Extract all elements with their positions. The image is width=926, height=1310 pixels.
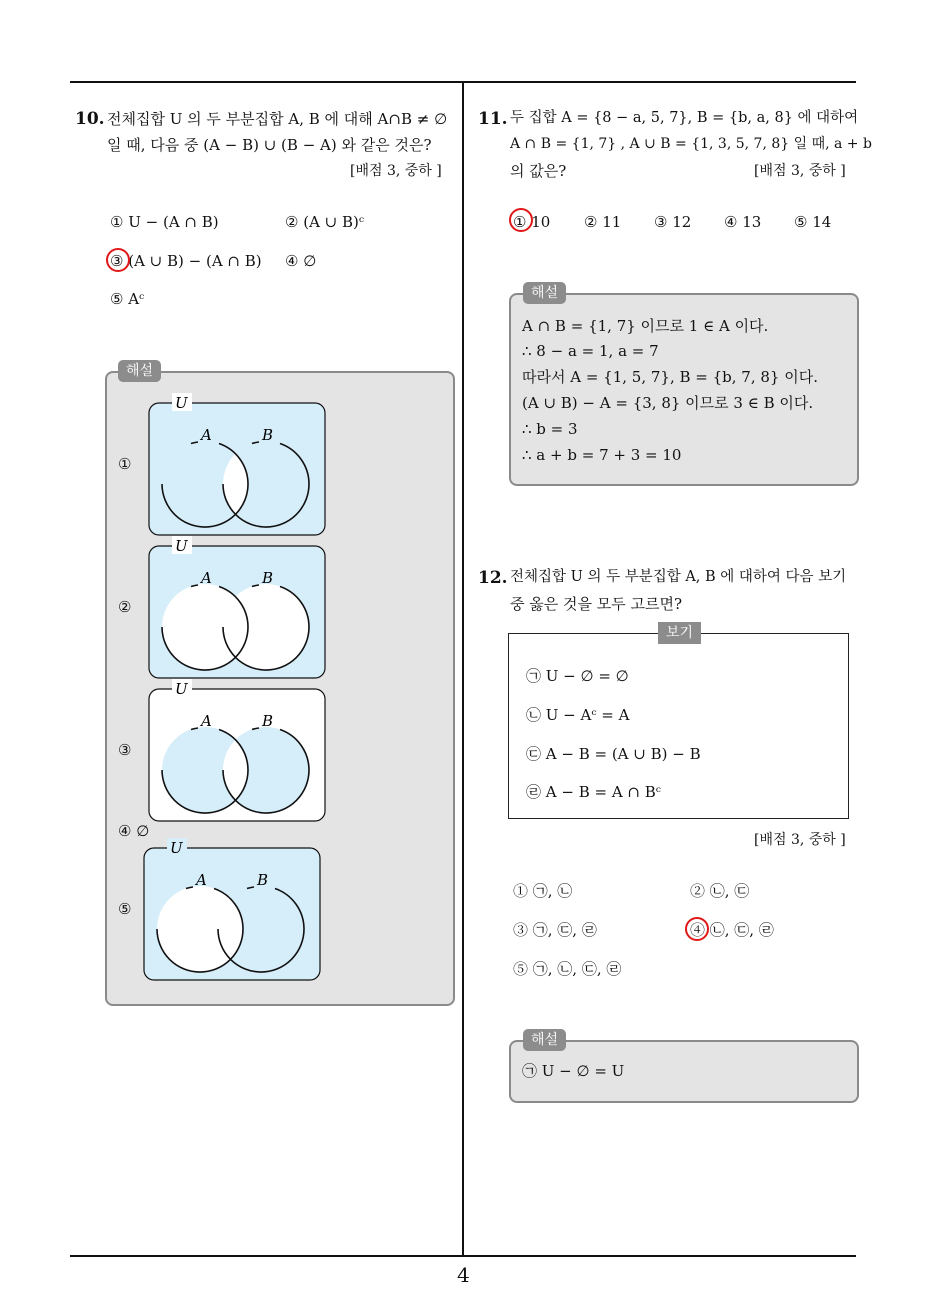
q11-choice-4[interactable]: ④ 13 [724,213,762,231]
answer-mark-q12 [685,917,709,941]
q10-number: 10. [75,109,105,129]
q10-choice-3[interactable]: ③ (A ∪ B) − (A ∩ B) [110,252,262,270]
venn5-u-label: U [170,839,183,857]
q12-choice-5[interactable]: ⑤ ㉠, ㉡, ㉢, ㉣ [513,960,622,978]
q10-stem-line2: 일 때, 다음 중 (A − B) ∪ (B − A) 와 같은 것은? [107,136,432,154]
q11-choice-1[interactable]: ① 10 [513,213,551,231]
q11-stem-line3: 의 값은? [510,162,567,180]
q10-choice-4[interactable]: ④ ∅ [285,252,317,270]
diagram-label-2: ② [118,598,132,616]
q11-solution-line-6: ∴ a + b = 7 + 3 = 10 [522,446,682,464]
q12-statement-4: ㉣ A − B = A ∩ Bᶜ [526,783,661,801]
q10-stem-line1: 전체집합 U 의 두 부분집합 A, B 에 대해 A∩B ≠ ∅ [107,110,448,128]
q12-number: 12. [478,568,508,588]
q11-stem-line2: A ∩ B = {1, 7} , A ∪ B = {1, 3, 5, 7, 8} 일 때, a + b [510,136,872,152]
venn2-u-label: U [175,537,188,555]
venn1-u-label: U [175,394,188,412]
q12-statement-3: ㉢ A − B = (A ∪ B) − B [526,745,701,763]
q12-score: [배점 3, 중하 ] [754,832,846,848]
q12-choice-3[interactable]: ③ ㉠, ㉢, ㉣ [513,921,597,939]
q12-choice-1[interactable]: ① ㉠, ㉡ [513,882,573,900]
q12-example-tag: 보기 [658,622,701,644]
q12-solution-line: ㉠ U − ∅ = U [522,1062,625,1080]
q11-solution-line-1: A ∩ B = {1, 7} 이므로 1 ∈ A 이다. [522,317,769,335]
diagram-label-5: ⑤ [118,900,132,918]
q11-solution-tag: 해설 [523,282,566,304]
venn2-b-label: B [262,569,274,587]
bottom-rule [70,1255,856,1257]
q12-solution-tag: 해설 [523,1029,566,1051]
q11-stem-line1: 두 집합 A = {8 − a, 5, 7}, B = {b, a, 8} 에 대하여 [510,110,859,126]
q10-choice-2[interactable]: ② (A ∪ B)ᶜ [285,213,365,231]
q12-statement-2: ㉡ U − Aᶜ = A [526,706,630,724]
column-divider [462,81,464,1256]
q10-choice-1[interactable]: ① U − (A ∩ B) [110,213,219,231]
venn3-b-label: B [262,712,274,730]
answer-mark-q10 [106,248,130,272]
q12-stem-line2: 중 옳은 것을 모두 고르면? [510,595,683,613]
q11-solution-line-4: (A ∪ B) − A = {3, 8} 이므로 3 ∈ B 이다. [522,394,814,412]
q12-choice-4[interactable]: ④ ㉡, ㉢, ㉣ [690,921,774,939]
venn3-a-label: A [201,712,212,730]
diagram-label-4: ④ ∅ [118,822,150,840]
q10-choice-5[interactable]: ⑤ Aᶜ [110,290,145,308]
venn2-a-label: A [201,569,212,587]
q11-solution-line-5: ∴ b = 3 [522,420,578,438]
q11-choice-3[interactable]: ③ 12 [654,213,692,231]
q11-choice-2[interactable]: ② 11 [584,213,622,231]
venn3-u-label: U [175,680,188,698]
venn1-b-label: B [262,426,274,444]
q12-choice-2[interactable]: ② ㉡, ㉢ [690,882,750,900]
diagram-label-3: ③ [118,741,132,759]
venn-diagram-1 [148,394,326,536]
diagram-label-1: ① [118,455,132,473]
q11-choice-5[interactable]: ⑤ 14 [794,213,832,231]
venn1-a-label: A [201,426,212,444]
venn-diagram-5 [143,839,321,981]
q10-score: [배점 3, 중하 ] [350,163,442,179]
venn-diagram-2 [148,537,326,679]
venn5-a-label: A [196,871,207,889]
q12-stem-line1: 전체집합 U 의 두 부분집합 A, B 에 대하여 다음 보기 [510,569,847,585]
q10-solution-tag: 해설 [118,360,161,382]
q12-statement-1: ㉠ U − ∅ = ∅ [526,667,629,685]
answer-mark-q11 [509,208,533,232]
venn-diagram-3 [148,680,326,822]
page-number: 4 [457,1263,470,1287]
q11-solution-line-3: 따라서 A = {1, 5, 7}, B = {b, 7, 8} 이다. [522,368,818,386]
q11-score: [배점 3, 중하 ] [754,163,846,179]
venn5-b-label: B [257,871,269,889]
q11-number: 11. [478,109,508,129]
q11-solution-line-2: ∴ 8 − a = 1, a = 7 [522,342,659,360]
